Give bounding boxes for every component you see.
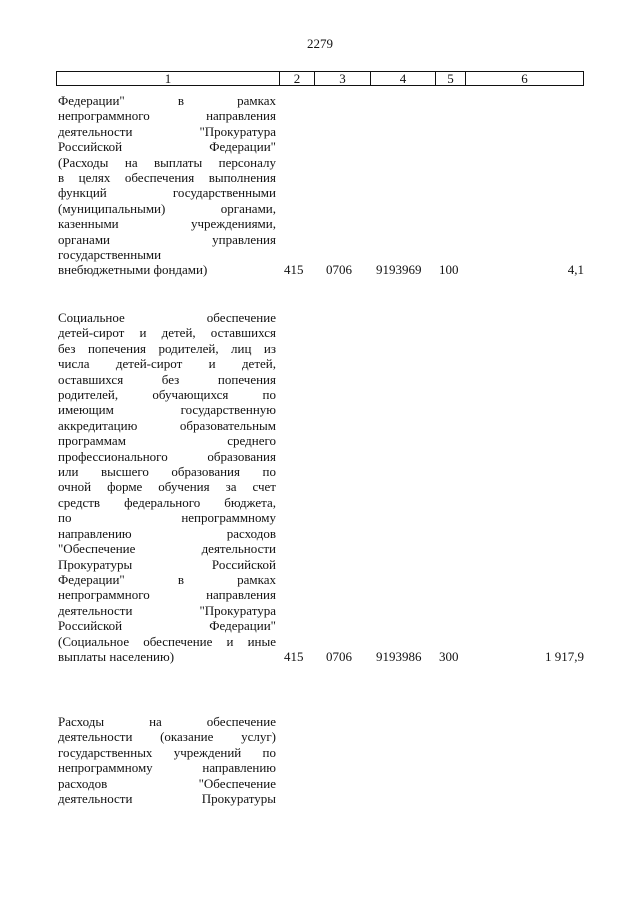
description-line: без попечения родителей, лиц из [58,340,276,356]
description-line: (Расходы на выплаты персоналу [58,154,276,170]
description-line: деятельности "Прокуратура [58,602,276,618]
description-line: Федерации" в рамках [58,93,276,108]
description-line: имеющим государственную [58,402,276,418]
table-row [58,93,584,278]
description-line: по непрограммному [58,510,276,526]
table-row [58,714,584,806]
description-line: в целях обеспечения выполнения [58,170,276,186]
description-line: Социальное обеспечение [58,310,276,325]
amount: 4,1 [567,262,584,278]
description-line: очной форме обучения за счет [58,479,276,495]
description-line: деятельности "Прокуратура [58,123,276,139]
description-line: внебюджетными фондами) [58,262,208,278]
header-col-3: 3 [314,72,370,85]
description-line: деятельности Прокуратуры [58,791,276,807]
ved-code: 415 [284,648,304,664]
amount: 1 917,9 [545,648,584,664]
description-line: средств федерального бюджета, [58,494,276,510]
table-row [58,310,584,664]
description-line: деятельности (оказание услуг) [58,729,276,745]
target-article-code: 9193986 [376,648,422,664]
description-line: (Социальное обеспечение и иные [58,633,276,649]
description-line: органами управления [58,231,276,247]
description-line: родителей, обучающихся по [58,387,276,403]
header-col-4: 4 [370,72,435,85]
row-description [58,714,276,806]
description-line: государственными [58,247,162,263]
row-description [58,310,276,664]
description-line: аккредитацию образовательным [58,417,276,433]
row-description [58,93,276,278]
expense-type-code: 100 [439,262,459,278]
description-line: "Обеспечение деятельности [58,541,276,557]
page-number: 2279 [307,36,333,51]
description-line: Расходы на обеспечение [58,714,276,729]
header-col-2: 2 [279,72,314,85]
section-code: 0706 [326,648,352,664]
description-line: числа детей-сирот и детей, [58,356,276,372]
description-line: непрограммного направления [58,108,276,124]
description-line: или высшего образования по [58,464,276,480]
description-line: непрограммного направления [58,587,276,603]
description-line: Российской Федерации" [58,618,276,634]
description-line: детей-сирот и детей, оставшихся [58,325,276,341]
header-col-6: 6 [465,72,583,85]
description-line: оставшихся без попечения [58,371,276,387]
description-line: Прокуратуры Российской [58,556,276,572]
header-col-1: 1 [164,71,172,86]
description-line: направлению расходов [58,525,276,541]
description-line: (муниципальными) органами, [58,200,276,216]
description-line: Российской Федерации" [58,139,276,155]
description-line: выплаты населению) [58,648,175,664]
description-line: расходов "Обеспечение [58,775,276,791]
header-col-5: 5 [435,72,465,85]
description-line: Федерации" в рамках [58,571,276,587]
description-line: профессионального образования [58,448,276,464]
section-code: 0706 [326,262,352,278]
table-header-row [56,71,584,86]
ved-code: 415 [284,262,304,278]
expense-type-code: 300 [439,648,459,664]
description-line: казенными учреждениями, [58,216,276,232]
description-line: государственных учреждений по [58,744,276,760]
target-article-code: 9193969 [376,262,422,278]
description-line: функций государственными [58,185,276,201]
description-line: непрограммному направлению [58,760,276,776]
description-line: программам среднего [58,433,276,449]
